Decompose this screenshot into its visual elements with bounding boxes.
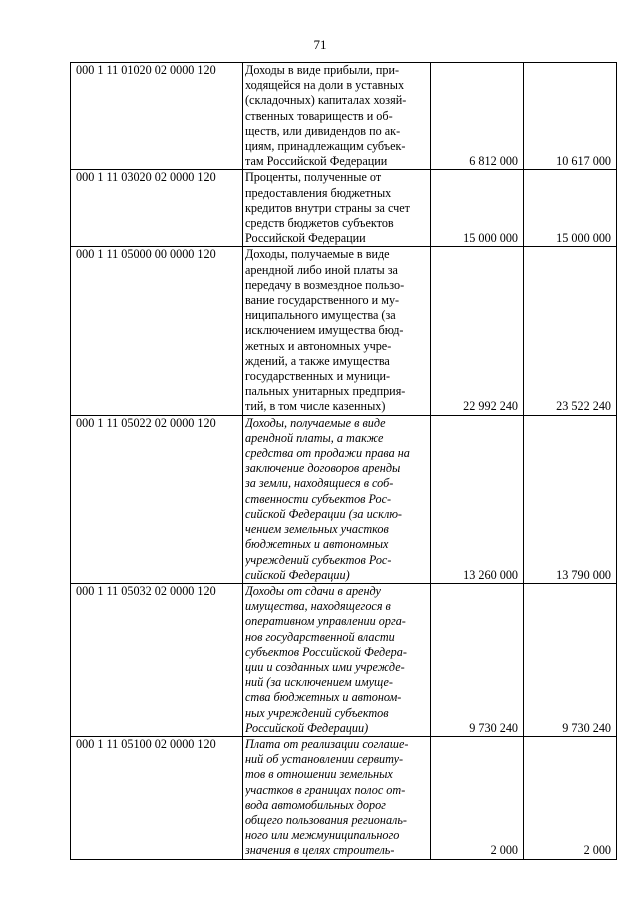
- table-row: [71, 170, 617, 247]
- table-row: [71, 736, 617, 859]
- revenue-name-line: Доходы от сдачи в аренду: [245, 583, 381, 598]
- revenue-name-line: жетных и автономных учре-: [245, 338, 392, 353]
- budget-code-cell: 000 1 11 05000 00 0000 120: [71, 247, 243, 415]
- revenue-name-line: предоставления бюджетных: [245, 185, 392, 200]
- revenue-name-line: государственных и муници-: [245, 369, 391, 384]
- revenue-name-line: нов государственной власти: [245, 629, 395, 644]
- revenue-name-line: Российской Федерации: [245, 231, 366, 246]
- revenue-name-line: ществ, или дивидендов по ак-: [245, 123, 401, 138]
- revenue-name-line: общего пользования региональ-: [245, 812, 407, 827]
- amount-year-2-cell: 23 522 240: [524, 247, 617, 415]
- revenue-name-line: сийской Федерации): [245, 567, 350, 582]
- budget-code-cell: 000 1 11 01020 02 0000 120: [71, 63, 243, 170]
- revenue-name-cell: [243, 63, 431, 170]
- revenue-table: [70, 62, 617, 860]
- budget-code-cell: 000 1 11 05022 02 0000 120: [71, 415, 243, 583]
- revenue-name-line: тов в отношении земельных: [245, 767, 393, 782]
- revenue-name-line: вание государственного и му-: [245, 293, 400, 308]
- revenue-name-line: значения в целях строитель-: [245, 843, 395, 858]
- revenue-name-line: заключение договоров аренды: [245, 461, 401, 476]
- revenue-name-line: средства от продажи права на: [245, 446, 410, 461]
- revenue-name-cell: [243, 247, 431, 415]
- revenue-name-line: Проценты, полученные от: [245, 170, 382, 185]
- revenue-name-line: ственности субъектов Рос-: [245, 491, 392, 506]
- budget-code-cell: 000 1 11 05032 02 0000 120: [71, 583, 243, 736]
- revenue-name-cell: [243, 170, 431, 247]
- revenue-name-line: пальных унитарных предприя-: [245, 384, 406, 399]
- revenue-name-line: Доходы в виде прибыли, при-: [245, 63, 400, 77]
- revenue-name-cell: [243, 415, 431, 583]
- revenue-name-line: бюджетных и автономных: [245, 537, 389, 552]
- revenue-name-line: оперативном управлении орга-: [245, 614, 406, 629]
- revenue-name-line: ции и созданных ими учрежде-: [245, 659, 405, 674]
- revenue-table-body: [71, 63, 617, 860]
- budget-code-cell: 000 1 11 03020 02 0000 120: [71, 170, 243, 247]
- revenue-name-line: сийской Федерации (за исклю-: [245, 506, 402, 521]
- revenue-name-line: ний об установлении сервиту-: [245, 752, 404, 767]
- revenue-name-line: ственных товариществ и об-: [245, 108, 393, 123]
- amount-year-2-cell: 13 790 000: [524, 415, 617, 583]
- revenue-name-line: чением земельных участков: [245, 522, 389, 537]
- revenue-name-cell: [243, 736, 431, 859]
- table-row: [71, 247, 617, 415]
- revenue-name-line: имущества, находящегося в: [245, 599, 391, 614]
- revenue-name-line: циям, принадлежащим субъек-: [245, 139, 406, 154]
- amount-year-1-cell: 13 260 000: [431, 415, 524, 583]
- amount-year-1-cell: 15 000 000: [431, 170, 524, 247]
- amount-year-1-cell: 6 812 000: [431, 63, 524, 170]
- table-row: [71, 583, 617, 736]
- revenue-name-line: Плата от реализации соглаше-: [245, 736, 409, 751]
- revenue-name-line: ждений, а также имущества: [245, 353, 390, 368]
- budget-code-cell: 000 1 11 05100 02 0000 120: [71, 736, 243, 859]
- revenue-name-line: арендной либо иной платы за: [245, 262, 398, 277]
- amount-year-2-cell: 9 730 240: [524, 583, 617, 736]
- revenue-name-line: ных учреждений субъектов: [245, 705, 389, 720]
- revenue-name-line: ниципального имущества (за: [245, 308, 396, 323]
- amount-year-2-cell: 10 617 000: [524, 63, 617, 170]
- revenue-name-line: субъектов Российской Федера-: [245, 644, 407, 659]
- revenue-name-line: участков в границах полос от-: [245, 782, 406, 797]
- revenue-name-line: средств бюджетов субъектов: [245, 216, 394, 231]
- revenue-name-line: ходящейся на доли в уставных: [245, 78, 405, 93]
- revenue-name-line: передачу в возмездное пользо-: [245, 277, 405, 292]
- amount-year-1-cell: 2 000: [431, 736, 524, 859]
- page-number: 71: [313, 37, 327, 52]
- revenue-name-line: учреждений субъектов Рос-: [245, 552, 392, 567]
- table-row: [71, 63, 617, 170]
- revenue-name-line: за земли, находящиеся в соб-: [245, 476, 394, 491]
- revenue-name-line: Доходы, получаемые в виде: [245, 415, 386, 430]
- revenue-name-line: Российской Федерации): [245, 720, 369, 735]
- revenue-name-line: тий, в том числе казенных): [245, 399, 386, 414]
- revenue-name-line: ного или межмуниципального: [245, 828, 400, 843]
- table-row: [71, 415, 617, 583]
- amount-year-2-cell: 15 000 000: [524, 170, 617, 247]
- revenue-name-line: ний (за исключением имуще-: [245, 675, 393, 690]
- revenue-name-line: вода автомобильных дорог: [245, 797, 386, 812]
- revenue-name-line: (складочных) капиталах хозяй-: [245, 93, 407, 108]
- revenue-name-line: кредитов внутри страны за счет: [245, 200, 411, 215]
- revenue-name-line: арендной платы, а также: [245, 430, 384, 445]
- revenue-name-cell: [243, 583, 431, 736]
- revenue-name-line: ства бюджетных и автоном-: [245, 690, 402, 705]
- revenue-name-line: исключением имущества бюд-: [245, 323, 404, 338]
- amount-year-2-cell: 2 000: [524, 736, 617, 859]
- amount-year-1-cell: 22 992 240: [431, 247, 524, 415]
- revenue-name-line: там Российской Федерации: [245, 154, 388, 169]
- amount-year-1-cell: 9 730 240: [431, 583, 524, 736]
- revenue-name-line: Доходы, получаемые в виде: [245, 247, 390, 262]
